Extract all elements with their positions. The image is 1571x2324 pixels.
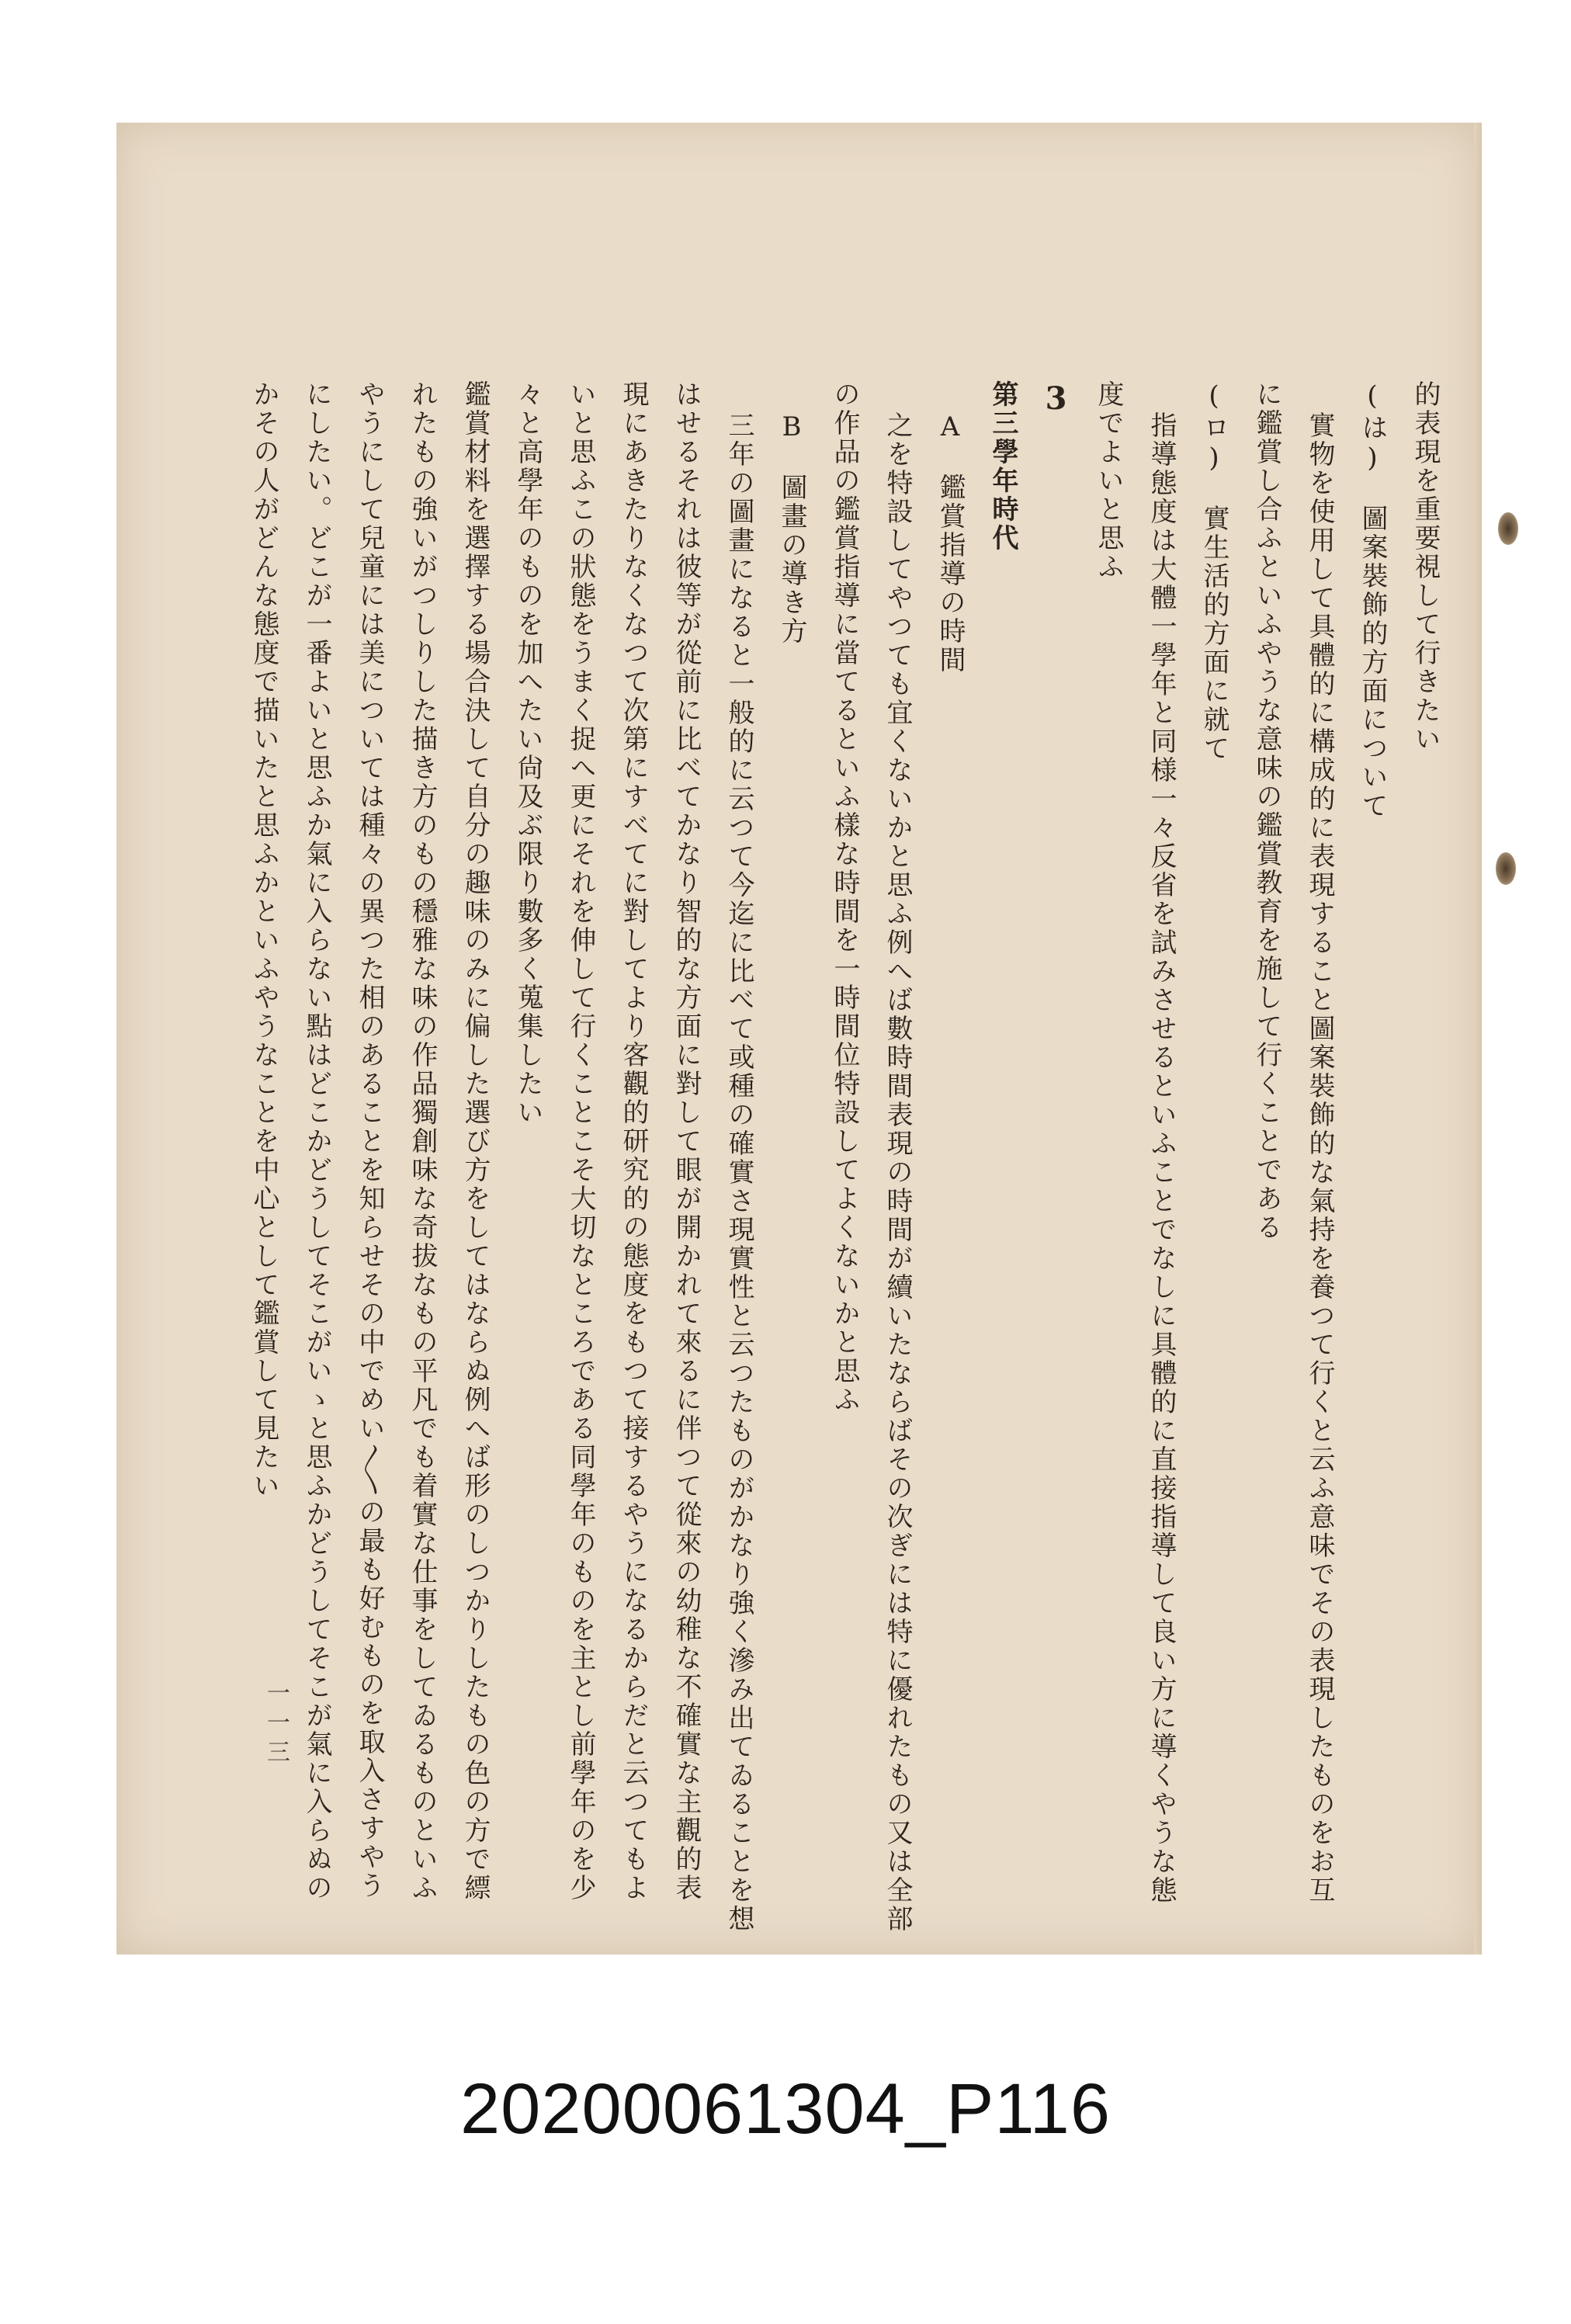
text-column: 指導態度は大體一學年と同様一々反省を試みさせるといふことでなしに具體的に直接指導して良い方に導くやうな態 [1146,411,1177,1905]
image-caption: 20200061304_P116 [460,2069,1111,2149]
text-column: れたもの強いがつしりした描き方のもの穩雅な味の作品獨創味な奇拔なもの平凡でも着實な仕事をしてゐるものといふ [407,380,438,1903]
text-column: いと思ふこの狀態をうまく捉へ更にそれを伸して行くことこそ大切なところである同學年のものを主とし前學年のを少 [565,380,596,1903]
text-column: A 鑑賞指導の時間 [935,411,966,675]
page-number: 一一三 [262,1681,290,1769]
text-column: に鑑賞し合ふといふやうな意味の鑑賞教育を施して行くことである [1251,380,1282,1242]
punch-hole-top [1498,512,1518,545]
text-column: 鑑賞材料を選擇する場合決して自分の趣味のみに偏した選び方をしてはならぬ例へば形のしつかりしたもの色の方で縹 [460,380,491,1903]
text-column: やうにして兒童には美については種々の異つた相のあることを知らせその中でめい〳〵の最も好むものを取入さすやう [354,380,385,1900]
text-column: B 圖畫の導き方 [776,411,807,646]
text-column: の作品の鑑賞指導に當てるといふ樣な時間を一時間位特設してよくないかと思ふ [829,380,860,1414]
text-column: 3 [1038,380,1074,419]
text-column: (ロ) 實生活的方面に就て [1198,380,1229,763]
text-column: かその人がどんな態度で描いたと思ふかといふやうなことを中心として鑑賞して見たい [248,380,279,1500]
text-column: にしたい。どこが一番よいと思ふか氣に入らない點はどこかどうしてそこがいゝと思ふかどうしてそこが氣に入らぬの [301,380,332,1903]
text-column: 第三學年時代 [987,380,1018,553]
text-column: (は) 圖案裝飾的方面について [1357,380,1388,820]
text-column: はせるそれは彼等が從前に比べてかなり智的な方面に對して眼が開かれて來るに伴つて從來の幼稚な不確實な主觀的表 [671,380,702,1903]
punch-hole-bottom [1496,852,1516,885]
text-column: 的表現を重要視して行きたい [1410,380,1441,754]
text-column: 度でよいと思ふ [1093,380,1124,581]
text-column: 之を特設してやつても宜くないかと思ふ例へば數時間表現の時間が續いたならばその次ぎには特に優れたもの又は全部 [882,411,913,1934]
text-column: 實物を使用して具體的に構成的に表現すること圖案裝飾的な氣持を養つて行くと云ふ意味でその表現したものをお互 [1304,411,1335,1905]
text-column: 現にあきたりなくなつて次第にすべてに對してより客觀的研究的の態度をもつて接するやうになるからだと云つてもよ [618,380,649,1903]
text-column: 々と高學年のものを加へたい尙及ぶ限り數多く蒐集したい [512,380,543,1127]
text-column: 三年の圖畫になると一般的に云つて今迄に比べて或種の確實さ現實性と云つたものがかなり強く滲み出てゐることを想 [723,411,754,1934]
